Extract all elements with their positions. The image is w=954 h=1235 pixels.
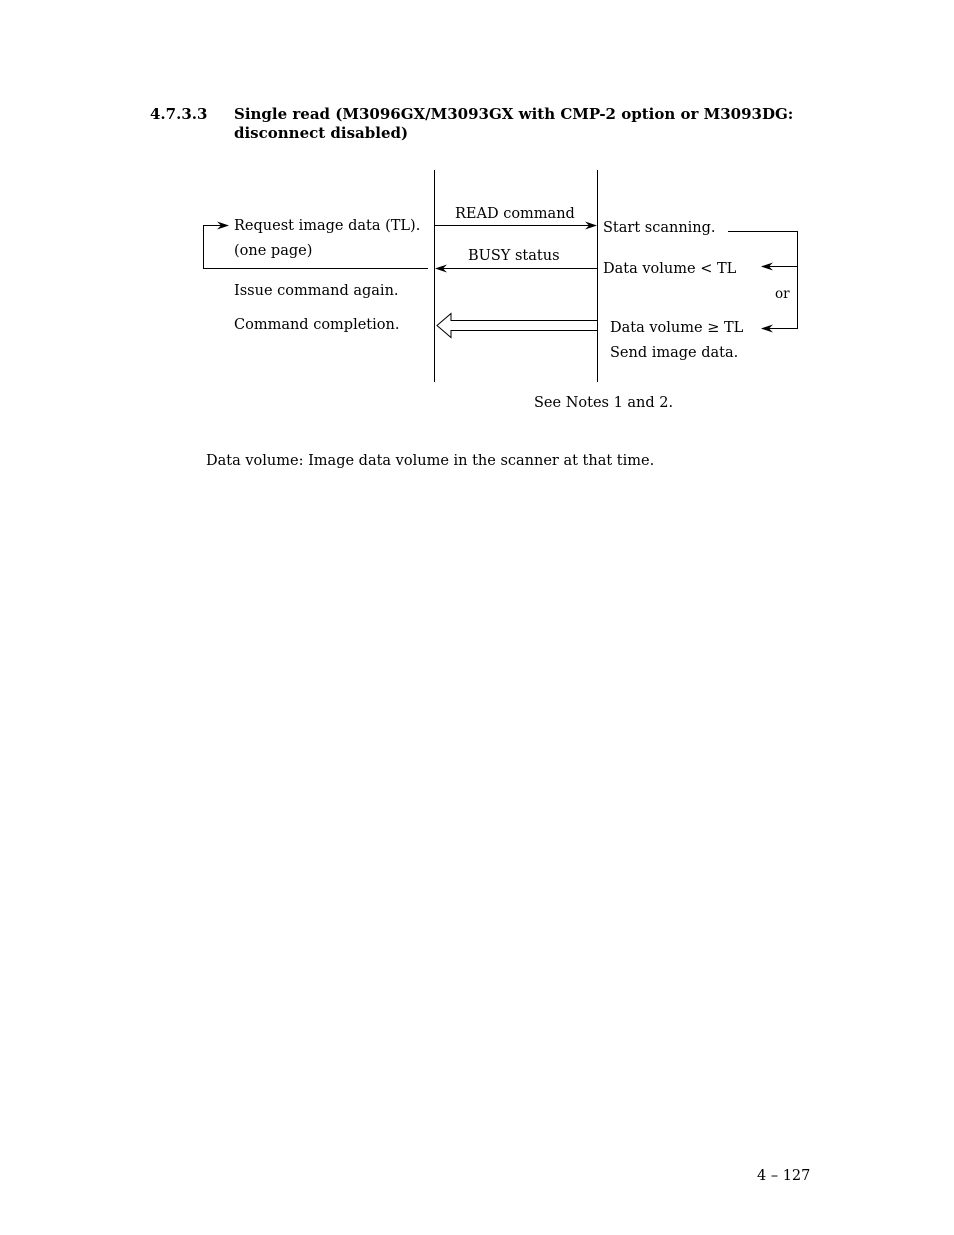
read-command-label: READ command <box>455 206 575 222</box>
data-volume-ge-label: Data volume ≥ TL <box>610 320 744 336</box>
start-scanning-label: Start scanning. <box>603 220 716 236</box>
one-page-label: (one page) <box>234 243 313 259</box>
page-number: 4 – 127 <box>757 1168 811 1184</box>
or-label: or <box>775 286 790 302</box>
data-volume-definition: Data volume: Image data volume in the scanner at that time. <box>206 453 655 469</box>
issue-command-again-label: Issue command again. <box>234 283 399 299</box>
section-title-line2: disconnect disabled) <box>234 124 409 142</box>
data-transfer-arrow <box>437 314 597 338</box>
section-number: 4.7.3.3 <box>150 105 208 123</box>
branch-line-top <box>728 232 798 329</box>
command-completion-label: Command completion. <box>234 317 400 333</box>
send-image-data-label: Send image data. <box>610 345 739 361</box>
section-title-line1: Single read (M3096GX/M3093GX with CMP-2 option or M3093DG: <box>234 105 794 123</box>
notes-reference: See Notes 1 and 2. <box>534 395 674 411</box>
request-image-data-label: Request image data (TL). <box>234 218 421 234</box>
data-volume-lt-label: Data volume < TL <box>603 261 737 277</box>
busy-status-label: BUSY status <box>468 248 560 264</box>
